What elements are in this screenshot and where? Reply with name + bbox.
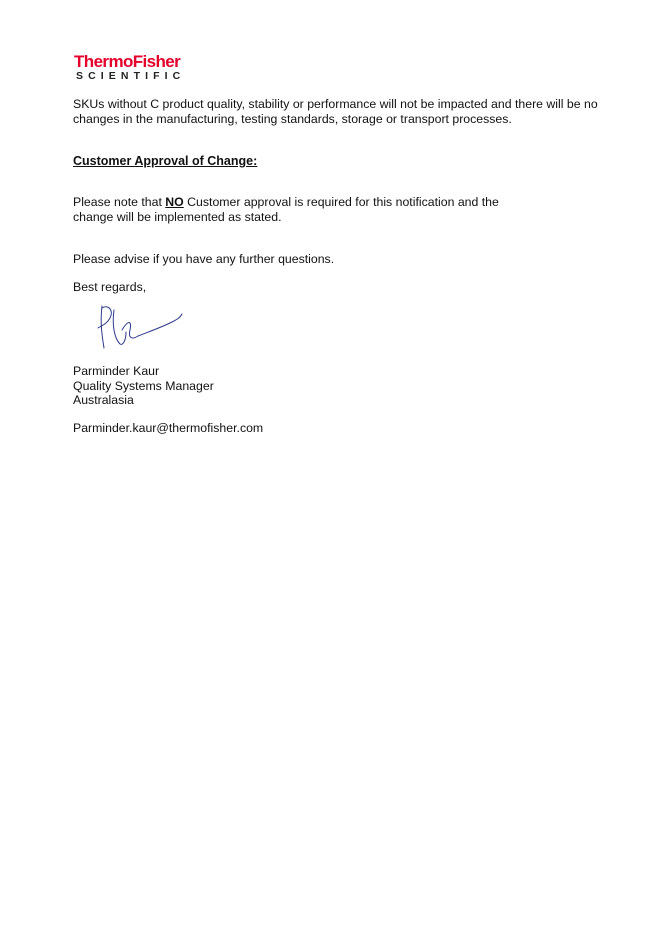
signer-title: Quality Systems Manager: [73, 378, 214, 393]
approval-emphasis: NO: [165, 195, 184, 209]
advise-text: Please advise if you have any further questions.: [73, 252, 335, 266]
approval-post-text: Customer approval is required for this notification and the: [183, 195, 499, 209]
intro-line-1: SKUs without C product quality, stability or performance will not be impacted and there will be no: [73, 97, 598, 111]
approval-line-2: change will be implemented as stated.: [73, 210, 282, 224]
intro-paragraph: [73, 97, 598, 127]
approval-pre-text: Please note that: [73, 195, 166, 209]
signer-name: Parminder Kaur: [73, 364, 160, 378]
signer-email: Parminder.kaur@thermofisher.com: [73, 421, 264, 435]
logo-brand-top: ThermoFisher: [74, 52, 181, 71]
company-logo: [74, 52, 214, 82]
closing-text: Best regards,: [73, 280, 147, 294]
intro-line-2: changes in the manufacturing, testing standards, storage or transport processes.: [73, 112, 512, 126]
approval-line-1: [73, 195, 499, 210]
logo-brand-bottom: SCIENTIFIC: [76, 70, 186, 82]
signer-region: Australasia: [73, 393, 134, 407]
approval-heading: Customer Approval of Change:: [73, 154, 258, 168]
signature-block: [73, 364, 214, 408]
handwritten-signature: [92, 302, 192, 352]
approval-paragraph: [73, 195, 499, 225]
